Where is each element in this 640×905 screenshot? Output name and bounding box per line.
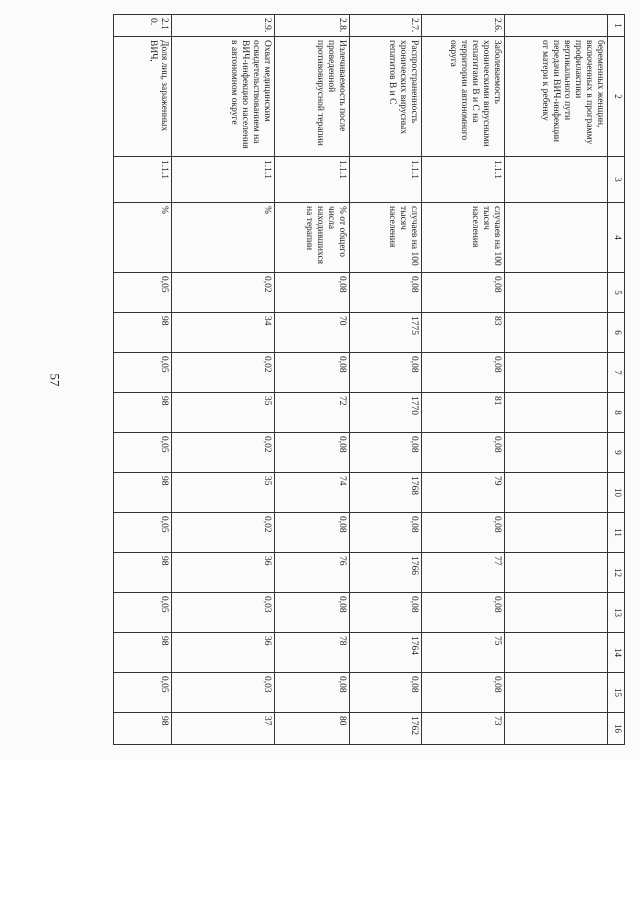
value-cell: 81 (421, 393, 504, 433)
value-cell: 1768 (349, 473, 421, 513)
value-cell: 75 (421, 633, 504, 673)
value-cell: 0,08 (275, 353, 349, 393)
value-cell (504, 713, 607, 745)
indicator-name-cell: Заболеваемость хроническими вирусными гепатитами В и С на территории автономного округа (421, 37, 504, 157)
value-cell: 72 (275, 393, 349, 433)
value-cell: 35 (171, 393, 274, 433)
value-cell: 0,03 (171, 673, 274, 713)
code-cell: 1.1.1 (421, 157, 504, 203)
value-cell: 0,08 (275, 673, 349, 713)
value-cell: 0,02 (171, 433, 274, 473)
header-cell: 5 (608, 273, 625, 313)
value-cell: 0,02 (171, 353, 274, 393)
value-cell: 98 (114, 393, 172, 433)
header-cell: 10 (608, 473, 625, 513)
page-number: 57 (47, 373, 63, 387)
value-cell: 78 (275, 633, 349, 673)
value-cell: 37 (171, 713, 274, 745)
value-cell: 98 (114, 313, 172, 353)
value-cell: 98 (114, 633, 172, 673)
table-row (275, 15, 349, 745)
value-cell (504, 273, 607, 313)
unit-cell: случаев на 100 тысяч населения (349, 203, 421, 273)
header-cell: 15 (608, 673, 625, 713)
value-cell (504, 673, 607, 713)
value-cell: 98 (114, 713, 172, 745)
value-cell: 36 (171, 553, 274, 593)
value-cell: 70 (275, 313, 349, 353)
value-cell: 0,08 (421, 353, 504, 393)
value-cell: 34 (171, 313, 274, 353)
row-number-cell: 2.8. (275, 15, 349, 37)
table-row (421, 15, 504, 745)
value-cell: 0,08 (349, 273, 421, 313)
value-cell: 0,05 (114, 673, 172, 713)
value-cell: 0,08 (349, 433, 421, 473)
header-cell: 14 (608, 633, 625, 673)
value-cell: 98 (114, 473, 172, 513)
value-cell: 98 (114, 553, 172, 593)
value-cell: 1762 (349, 713, 421, 745)
value-cell: 35 (171, 473, 274, 513)
value-cell: 0,02 (171, 273, 274, 313)
value-cell: 0,05 (114, 593, 172, 633)
header-cell: 12 (608, 553, 625, 593)
row-number-cell: 2.10. (114, 15, 172, 37)
header-cell: 1 (608, 15, 625, 37)
table-body (114, 15, 608, 745)
value-cell: 1766 (349, 553, 421, 593)
value-cell: 0,08 (349, 513, 421, 553)
indicator-name-cell: Излечиваемость после проведенной противовирусной терапии (275, 37, 349, 157)
value-cell: 1764 (349, 633, 421, 673)
value-cell: 0,08 (275, 513, 349, 553)
code-cell: 1.1.1 (171, 157, 274, 203)
header-cell: 2 (608, 37, 625, 157)
row-number-cell: 2.6. (421, 15, 504, 37)
row-number-cell: 2.7. (349, 15, 421, 37)
code-cell: 1.1.1 (349, 157, 421, 203)
row-number-cell (504, 15, 607, 37)
value-cell (504, 433, 607, 473)
indicator-name-cell: беременных женщин, включенных в программу профилактики вертикального пути передачи ВИЧ-инфекции от матери к ребенку (504, 37, 607, 157)
value-cell: 0,08 (421, 273, 504, 313)
value-cell: 36 (171, 633, 274, 673)
unit-cell (504, 203, 607, 273)
value-cell: 0,08 (421, 593, 504, 633)
value-cell: 0,08 (349, 353, 421, 393)
table-row (171, 15, 274, 745)
unit-cell: % от общего числа находившихся на терапии (275, 203, 349, 273)
value-cell: 0,08 (275, 273, 349, 313)
value-cell (504, 473, 607, 513)
header-cell: 3 (608, 157, 625, 203)
header-cell: 6 (608, 313, 625, 353)
value-cell: 0,03 (171, 593, 274, 633)
header-cell: 9 (608, 433, 625, 473)
value-cell: 0,08 (275, 593, 349, 633)
value-cell: 0,05 (114, 433, 172, 473)
value-cell: 0,08 (349, 593, 421, 633)
value-cell: 83 (421, 313, 504, 353)
table-row (349, 15, 421, 745)
value-cell: 79 (421, 473, 504, 513)
value-cell: 0,02 (171, 513, 274, 553)
value-cell: 1775 (349, 313, 421, 353)
indicator-name-cell: Охват медицинским освидетельствованием на ВИЧ-инфекцию населения в автономном округе (171, 37, 274, 157)
value-cell (504, 633, 607, 673)
value-cell: 74 (275, 473, 349, 513)
rotated-table-container (113, 14, 625, 744)
header-cell: 7 (608, 353, 625, 393)
header-cell: 13 (608, 593, 625, 633)
value-cell: 0,08 (421, 433, 504, 473)
header-cell: 8 (608, 393, 625, 433)
unit-cell: случаев на 100 тысяч населения (421, 203, 504, 273)
indicator-name-cell: Распространенность хронических вирусных гепатитов В и С (349, 37, 421, 157)
value-cell (504, 553, 607, 593)
value-cell (504, 393, 607, 433)
code-cell (504, 157, 607, 203)
value-cell: 0,08 (421, 513, 504, 553)
value-cell: 0,08 (275, 433, 349, 473)
header-cell: 11 (608, 513, 625, 553)
value-cell: 0,05 (114, 273, 172, 313)
value-cell (504, 313, 607, 353)
code-cell: 1.1.1 (275, 157, 349, 203)
header-cell: 4 (608, 203, 625, 273)
value-cell: 0,05 (114, 353, 172, 393)
blank-margin (0, 760, 640, 905)
value-cell: 1770 (349, 393, 421, 433)
value-cell: 0,08 (421, 673, 504, 713)
code-cell: 1.1.1 (114, 157, 172, 203)
indicator-name-cell: Доля лиц, зараженных ВИЧ, (114, 37, 172, 157)
value-cell: 76 (275, 553, 349, 593)
unit-cell: % (114, 203, 172, 273)
value-cell (504, 353, 607, 393)
value-cell (504, 593, 607, 633)
value-cell: 0,08 (349, 673, 421, 713)
row-number-cell: 2.9. (171, 15, 274, 37)
unit-cell: % (171, 203, 274, 273)
value-cell: 73 (421, 713, 504, 745)
table-row (504, 15, 607, 745)
value-cell: 80 (275, 713, 349, 745)
header-row (608, 15, 625, 745)
value-cell (504, 513, 607, 553)
value-cell: 0,05 (114, 513, 172, 553)
header-cell: 16 (608, 713, 625, 745)
indicators-table (113, 14, 625, 745)
table-row (114, 15, 172, 745)
value-cell: 77 (421, 553, 504, 593)
